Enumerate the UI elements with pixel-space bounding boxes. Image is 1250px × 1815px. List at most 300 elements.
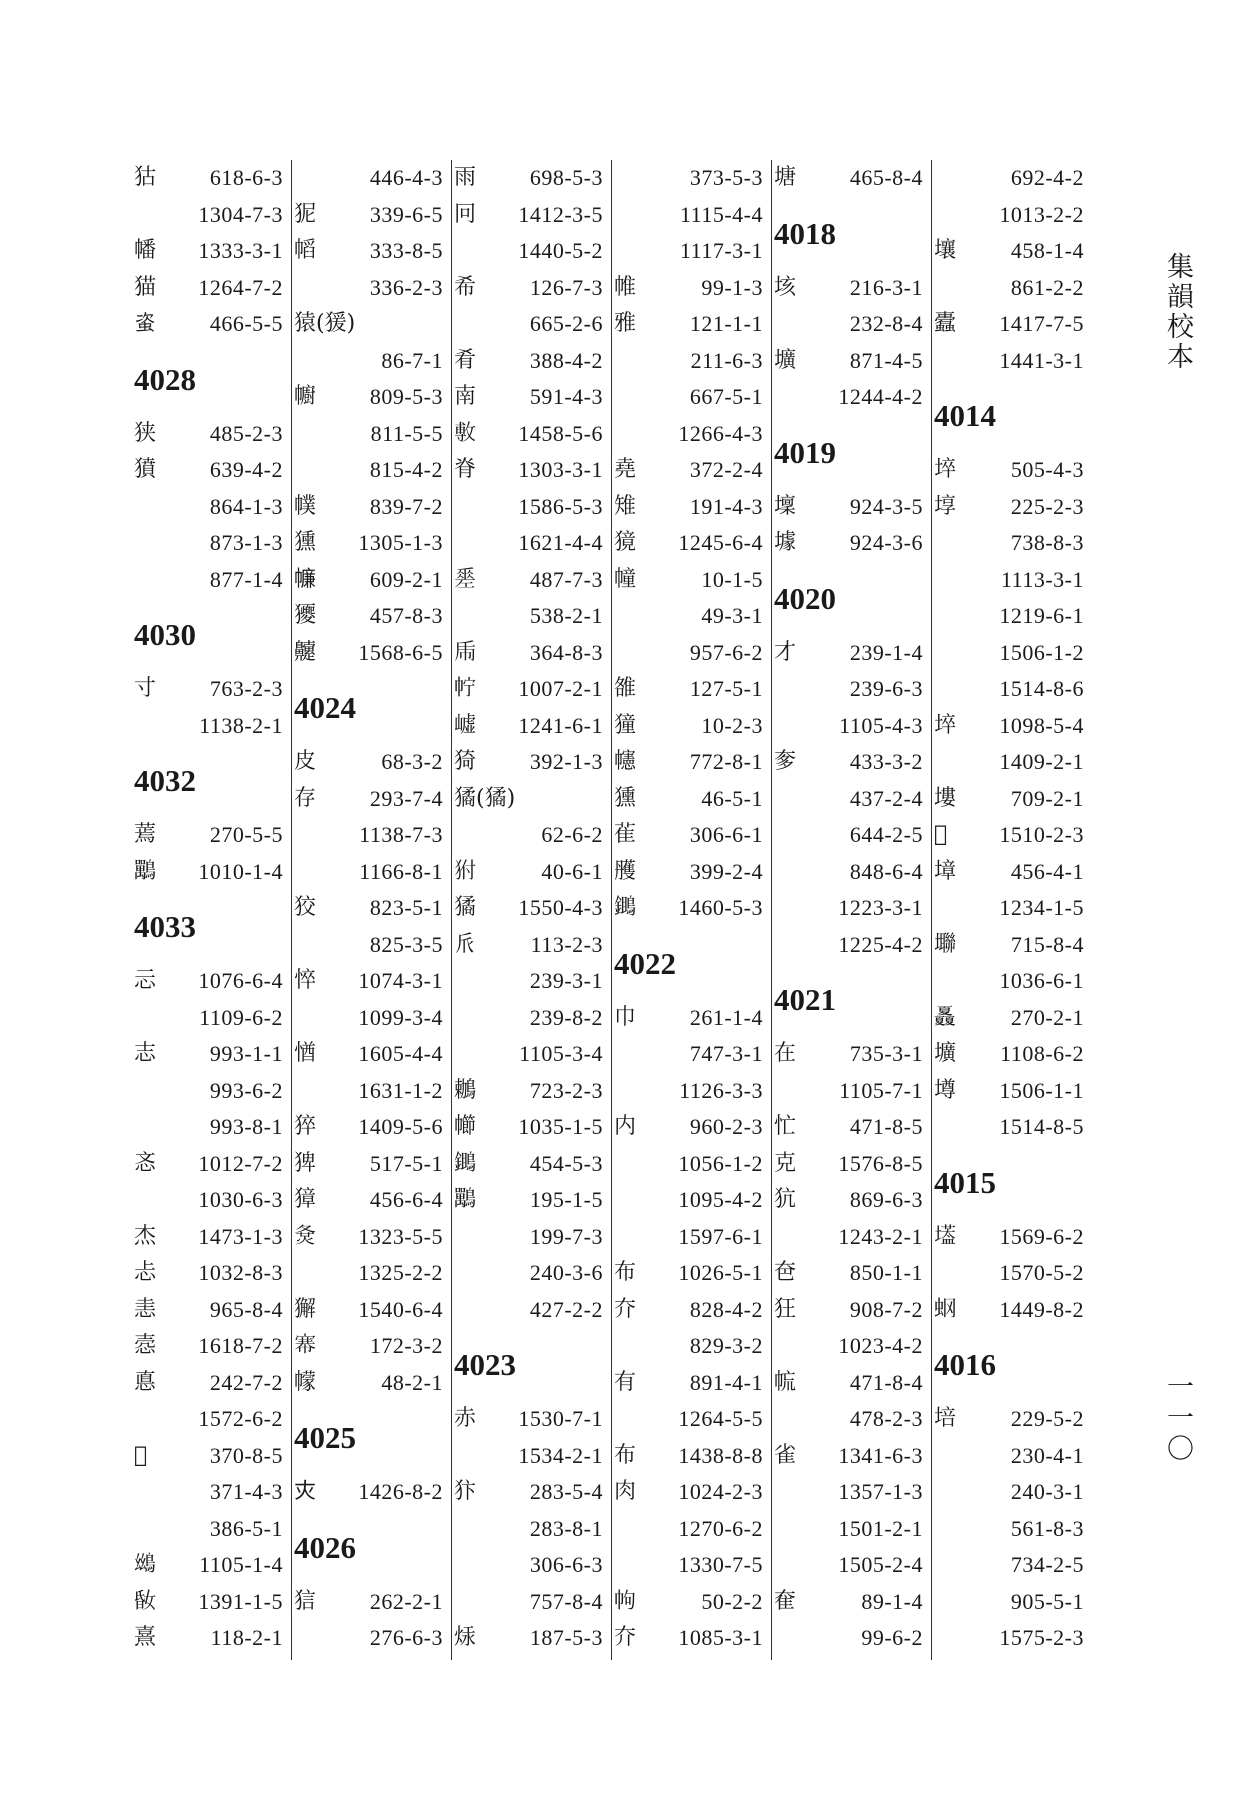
- index-entry: [292, 525, 443, 562]
- index-entry: [612, 854, 763, 891]
- entry-character: 肉: [614, 1479, 637, 1504]
- section-heading: 4033: [134, 909, 196, 944]
- entry-character: 㠊: [454, 712, 477, 738]
- index-entry: [772, 890, 923, 927]
- index-entry: [292, 1365, 443, 1402]
- entry-character: 壣: [934, 931, 957, 957]
- entry-reference: 458-1-4: [1010, 238, 1084, 263]
- index-entry: [132, 1073, 283, 1110]
- section-heading: 4015: [934, 1164, 996, 1200]
- index-entry: [612, 452, 763, 489]
- entry-reference: 89-1-4: [861, 1588, 923, 1614]
- section-heading: 4024: [294, 690, 356, 725]
- entry-reference: 370-8-5: [209, 1442, 283, 1468]
- entry-reference: 960-2-3: [689, 1114, 763, 1139]
- entry-character: 才: [774, 639, 797, 665]
- index-entry: [452, 525, 603, 562]
- index-entry: [772, 744, 923, 781]
- entry-reference: 1333-3-1: [198, 238, 283, 263]
- index-entry: [612, 817, 763, 854]
- entry-reference: 364-8-3: [529, 639, 603, 665]
- entry-reference: 591-4-3: [529, 384, 603, 409]
- entry-character: 獖: [134, 457, 157, 482]
- entry-reference: 239-6-3: [849, 676, 923, 701]
- entry-reference: 1105-4-3: [839, 712, 923, 738]
- entry-reference: 839-7-2: [369, 493, 443, 519]
- index-column: [932, 160, 1092, 1660]
- entry-character: 獯: [294, 530, 317, 555]
- entry-reference: 386-5-1: [209, 1515, 283, 1541]
- entry-character: 壙: [934, 1041, 957, 1066]
- entry-character: 忐: [134, 1260, 157, 1285]
- index-entry: [772, 635, 923, 672]
- index-entry: [452, 671, 603, 708]
- index-entry: [772, 1620, 923, 1657]
- index-entry: [292, 379, 443, 416]
- index-entry: [452, 379, 603, 416]
- entry-reference: 1409-5-6: [358, 1114, 443, 1139]
- entry-character: 𪀨: [134, 1552, 157, 1577]
- index-entry: [292, 1073, 443, 1110]
- index-columns: [132, 160, 1092, 1660]
- entry-character: 克: [774, 1150, 797, 1176]
- index-entry: [292, 1474, 443, 1511]
- page-number: 一一〇: [1162, 1372, 1193, 1465]
- entry-reference: 1026-5-1: [678, 1260, 763, 1285]
- index-entry: [612, 379, 763, 416]
- entry-reference: 1105-7-1: [839, 1077, 923, 1103]
- index-entry: [452, 343, 603, 380]
- index-entry: [292, 1292, 443, 1329]
- entry-character: 培: [934, 1406, 957, 1431]
- entry-reference: 1440-5-2: [518, 238, 603, 263]
- index-entry: [452, 1255, 603, 1292]
- index-entry: [772, 1292, 923, 1329]
- entry-reference: 485-2-3: [209, 420, 283, 446]
- entry-character: 犺: [774, 1187, 797, 1212]
- entry-character: 𢂁: [614, 1588, 637, 1614]
- entry-character: 存: [294, 785, 317, 811]
- entry-reference: 1115-4-4: [679, 201, 763, 227]
- entry-character: 垓: [774, 274, 797, 300]
- entry-reference: 1618-7-2: [198, 1333, 283, 1358]
- index-entry: [772, 1328, 923, 1365]
- entry-character: 壙: [774, 347, 797, 373]
- entry-reference: 242-7-2: [209, 1369, 283, 1395]
- entry-reference: 478-2-3: [849, 1406, 923, 1431]
- index-entry: [772, 781, 923, 818]
- entry-reference: 698-5-3: [529, 165, 603, 190]
- entry-reference: 373-5-3: [689, 165, 763, 190]
- entry-reference: 1012-7-2: [198, 1150, 283, 1176]
- entry-reference: 1264-7-2: [198, 274, 283, 300]
- section-heading: 4020: [774, 580, 836, 616]
- entry-reference: 848-6-4: [849, 858, 923, 884]
- entry-reference: 1245-6-4: [678, 530, 763, 555]
- entry-character: 奓: [774, 749, 797, 774]
- entry-reference: 1117-3-1: [679, 238, 763, 263]
- entry-reference: 240-3-1: [1010, 1479, 1084, 1504]
- entry-character: 埣: [934, 712, 957, 738]
- index-entry: [612, 1328, 763, 1365]
- entry-reference: 1426-8-2: [358, 1479, 443, 1504]
- entry-character: 㶹: [454, 1625, 477, 1650]
- entry-reference: 99-6-2: [861, 1625, 923, 1650]
- index-entry: [612, 1036, 763, 1073]
- index-entry: [452, 963, 603, 1000]
- entry-reference: 446-4-3: [369, 165, 443, 190]
- entry-character: 𪆷: [454, 1150, 477, 1176]
- entry-reference: 229-5-2: [1010, 1406, 1084, 1431]
- entry-reference: 471-8-4: [849, 1369, 923, 1395]
- entry-reference: 62-6-2: [541, 822, 603, 847]
- index-entry: [292, 452, 443, 489]
- entry-character: 𡓂: [934, 822, 948, 847]
- entry-reference: 270-2-1: [1010, 1004, 1084, 1030]
- entry-reference: 433-3-2: [849, 749, 923, 774]
- index-entry: [132, 452, 283, 489]
- index-entry: [772, 1255, 923, 1292]
- entry-reference: 99-1-3: [701, 274, 763, 300]
- entry-reference: 639-4-2: [209, 457, 283, 482]
- entry-reference: 908-7-2: [849, 1296, 923, 1322]
- entry-reference: 427-2-2: [529, 1296, 603, 1322]
- index-entry: [772, 379, 923, 416]
- entry-reference: 1505-2-4: [838, 1552, 923, 1577]
- index-column: [292, 160, 452, 1660]
- entry-character: 壤: [934, 238, 957, 263]
- index-entry: [132, 1438, 283, 1475]
- index-entry: [292, 489, 443, 526]
- entry-character: 肴: [454, 347, 477, 373]
- entry-character: 幮: [294, 384, 317, 409]
- index-entry: [772, 270, 923, 307]
- entry-character: 埻: [934, 493, 957, 519]
- entry-reference: 211-6-3: [690, 347, 763, 373]
- entry-reference: 505-4-3: [1010, 457, 1084, 482]
- index-entry: [932, 1620, 1084, 1657]
- entry-character: 狜: [134, 165, 157, 190]
- index-entry: [452, 817, 603, 854]
- entry-character: 有: [614, 1369, 637, 1395]
- index-entry: [132, 1620, 283, 1657]
- entry-character: 𧈿: [934, 1296, 957, 1322]
- index-entry: [612, 270, 763, 307]
- entry-reference: 538-2-1: [529, 603, 603, 628]
- entry-reference: 850-1-1: [849, 1260, 923, 1285]
- entry-reference: 86-7-1: [381, 347, 443, 373]
- entry-character: 忞: [134, 1150, 157, 1176]
- index-entry: [452, 927, 603, 964]
- entry-character: 夿: [774, 1260, 797, 1285]
- index-entry: [932, 197, 1084, 234]
- index-entry: [772, 1438, 923, 1475]
- entry-reference: 815-4-2: [369, 457, 443, 482]
- index-entry: [612, 708, 763, 745]
- entry-reference: 1449-8-2: [999, 1296, 1084, 1322]
- section-heading: 4016: [934, 1347, 996, 1382]
- entry-reference: 1264-5-5: [678, 1406, 763, 1431]
- index-entry: [932, 598, 1084, 635]
- entry-reference: 811-5-5: [370, 420, 443, 446]
- entry-reference: 993-6-2: [209, 1077, 283, 1103]
- index-entry: [612, 416, 763, 453]
- entry-reference: 1105-3-4: [519, 1041, 603, 1066]
- index-entry: [612, 1474, 763, 1511]
- entry-character: 狔: [294, 201, 317, 227]
- entry-reference: 1109-6-2: [199, 1004, 283, 1030]
- entry-reference: 1409-2-1: [999, 749, 1084, 774]
- entry-reference: 1586-5-3: [518, 493, 603, 519]
- entry-character: 雒: [614, 676, 637, 701]
- index-entry: [932, 1474, 1084, 1511]
- entry-reference: 49-3-1: [701, 603, 763, 628]
- entry-reference: 1126-3-3: [679, 1077, 763, 1103]
- entry-reference: 1138-2-1: [199, 712, 283, 738]
- entry-reference: 392-1-3: [529, 749, 603, 774]
- entry-reference: 692-4-2: [1010, 165, 1084, 190]
- entry-reference: 1074-3-1: [358, 968, 443, 993]
- entry-reference: 239-1-4: [849, 639, 923, 665]
- index-entry: [292, 306, 443, 343]
- index-entry: [612, 160, 763, 197]
- entry-character: 在: [774, 1041, 797, 1066]
- index-entry: [932, 1109, 1084, 1146]
- entry-reference: 924-3-6: [849, 530, 923, 555]
- index-entry: [132, 1036, 283, 1073]
- index-entry: [612, 1620, 763, 1657]
- index-entry: [772, 1219, 923, 1256]
- index-entry: [452, 1073, 603, 1110]
- index-entry: [612, 781, 763, 818]
- index-entry: [292, 160, 443, 197]
- entry-character: 𢀩: [454, 566, 477, 592]
- entry-character: 獞: [614, 712, 637, 738]
- index-entry: [292, 343, 443, 380]
- index-entry: [292, 1255, 443, 1292]
- entry-character: 㥢: [294, 1041, 317, 1066]
- entry-reference: 1514-8-5: [999, 1114, 1084, 1139]
- index-entry: [612, 1584, 763, 1621]
- index-entry: [132, 270, 283, 307]
- index-entry: [612, 1438, 763, 1475]
- entry-character: 𡗜: [294, 1479, 317, 1504]
- index-entry: [132, 1219, 283, 1256]
- entry-character: 幰: [614, 749, 637, 774]
- index-entry: [612, 1511, 763, 1548]
- entry-character: 狺: [294, 1588, 317, 1614]
- entry-reference: 1550-4-3: [518, 895, 603, 920]
- index-entry: [932, 1219, 1084, 1256]
- index-entry: [292, 1146, 443, 1183]
- entry-character: 䶑: [294, 639, 317, 665]
- index-entry: [132, 1255, 283, 1292]
- index-entry: [612, 1000, 763, 1037]
- index-entry: [452, 416, 603, 453]
- entry-reference: 709-2-1: [1010, 785, 1084, 811]
- index-entry: [612, 671, 763, 708]
- index-entry: [292, 781, 443, 818]
- entry-character: 狭: [134, 420, 157, 446]
- entry-character: 獍: [614, 530, 637, 555]
- index-column: [132, 160, 292, 1660]
- index-entry: [772, 1511, 923, 1548]
- index-column: [452, 160, 612, 1660]
- entry-reference: 1631-1-2: [358, 1077, 443, 1103]
- entry-reference: 225-2-3: [1010, 493, 1084, 519]
- entry-reference: 1323-5-5: [358, 1223, 443, 1249]
- entry-character: 猝: [294, 1114, 317, 1139]
- index-entry: [452, 1292, 603, 1329]
- entry-character: 𪆷: [614, 895, 637, 920]
- index-entry: [452, 306, 603, 343]
- entry-character: 雅: [614, 311, 637, 336]
- index-entry: [132, 1292, 283, 1329]
- entry-reference: 1098-5-4: [999, 712, 1084, 738]
- index-entry: [452, 890, 603, 927]
- entry-reference: 1076-6-4: [198, 968, 283, 993]
- entry-reference: 763-2-3: [209, 676, 283, 701]
- entry-character: 𪊎: [134, 1442, 148, 1468]
- index-entry: [292, 817, 443, 854]
- index-entry: [772, 1365, 923, 1402]
- entry-reference: 772-8-1: [689, 749, 763, 774]
- entry-reference: 270-5-5: [209, 822, 283, 847]
- entry-character: 獝(獝): [454, 785, 516, 811]
- index-entry: [932, 1547, 1084, 1584]
- section-heading: 4021: [774, 982, 836, 1017]
- index-entry: [292, 744, 443, 781]
- entry-reference: 993-1-1: [209, 1041, 283, 1066]
- index-entry: [772, 1474, 923, 1511]
- index-entry: [132, 1000, 283, 1037]
- entry-reference: 957-6-2: [689, 639, 763, 665]
- entry-reference: 1572-6-2: [198, 1406, 283, 1431]
- entry-reference: 873-1-3: [209, 530, 283, 555]
- index-entry: [132, 817, 283, 854]
- index-entry: [452, 452, 603, 489]
- entry-reference: 1243-2-1: [838, 1223, 923, 1249]
- index-entry: [772, 1036, 923, 1073]
- entry-reference: 1036-6-1: [999, 968, 1084, 993]
- entry-reference: 10-1-5: [701, 566, 763, 592]
- entry-reference: 388-4-2: [529, 347, 603, 373]
- index-entry: [292, 963, 443, 1000]
- entry-reference: 965-8-4: [209, 1296, 283, 1322]
- section-heading: 4018: [774, 215, 836, 251]
- index-entry: [132, 1182, 283, 1219]
- entry-character: 恚: [134, 1296, 157, 1322]
- entry-reference: 1023-4-2: [838, 1333, 923, 1358]
- index-entry: [772, 671, 923, 708]
- entry-reference: 191-4-3: [689, 493, 763, 519]
- entry-reference: 1570-5-2: [999, 1260, 1084, 1285]
- index-entry: [932, 1511, 1084, 1548]
- entry-reference: 1621-4-4: [518, 530, 603, 555]
- index-entry: [452, 744, 603, 781]
- entry-reference: 1510-2-3: [999, 822, 1084, 847]
- index-entry: [932, 635, 1084, 672]
- entry-character: 杰: [134, 1223, 157, 1249]
- entry-reference: 1024-2-3: [678, 1479, 763, 1504]
- index-entry: [612, 233, 763, 270]
- index-entry: [132, 233, 283, 270]
- entry-reference: 113-2-3: [530, 931, 603, 957]
- index-entry: [612, 525, 763, 562]
- entry-reference: 457-8-3: [369, 603, 443, 628]
- entry-reference: 993-8-1: [209, 1114, 283, 1139]
- index-entry: [292, 890, 443, 927]
- entry-character: 𢁺: [454, 639, 477, 665]
- entry-reference: 1225-4-2: [838, 931, 923, 957]
- entry-reference: 891-4-1: [689, 1369, 763, 1395]
- index-entry: [452, 270, 603, 307]
- entry-reference: 1325-2-2: [358, 1260, 443, 1285]
- entry-reference: 618-6-3: [209, 165, 283, 190]
- index-entry: [932, 890, 1084, 927]
- index-entry: [612, 1292, 763, 1329]
- index-entry: [292, 1328, 443, 1365]
- entry-reference: 262-2-1: [369, 1588, 443, 1614]
- index-entry: [772, 1547, 923, 1584]
- entry-reference: 437-2-4: [849, 785, 923, 811]
- entry-character: 冋: [454, 201, 477, 227]
- entry-reference: 1568-6-5: [358, 639, 443, 665]
- index-entry: [932, 1292, 1084, 1329]
- entry-character: 𪈀: [134, 858, 157, 884]
- entry-reference: 1304-7-3: [198, 201, 283, 227]
- entry-reference: 1244-4-2: [838, 384, 923, 409]
- entry-character: 悳: [134, 1369, 157, 1395]
- entry-character: 脊: [454, 457, 477, 482]
- index-entry: [772, 1401, 923, 1438]
- entry-reference: 1219-6-1: [999, 603, 1084, 628]
- index-entry: [612, 635, 763, 672]
- index-entry: [132, 489, 283, 526]
- entry-reference: 1391-1-5: [198, 1588, 283, 1614]
- entry-character: 幢: [614, 566, 637, 592]
- entry-reference: 1113-3-1: [1000, 566, 1084, 592]
- entry-character: 雀: [774, 1442, 797, 1468]
- index-entry: [932, 525, 1084, 562]
- entry-reference: 735-3-1: [849, 1041, 923, 1066]
- index-entry: [772, 1109, 923, 1146]
- index-entry: [132, 562, 283, 599]
- index-entry: [772, 708, 923, 745]
- entry-character: 蠹: [934, 311, 957, 336]
- entry-character: 布: [614, 1260, 637, 1285]
- index-entry: [932, 1438, 1084, 1475]
- index-entry: [452, 635, 603, 672]
- section-heading: 4028: [134, 361, 196, 397]
- entry-reference: 809-5-3: [369, 384, 443, 409]
- entry-reference: 1007-2-1: [518, 676, 603, 701]
- entry-reference: 1056-1-2: [678, 1150, 763, 1176]
- entry-reference: 50-2-2: [701, 1588, 763, 1614]
- entry-character: 幞: [294, 493, 317, 519]
- entry-character: 𠂢: [454, 931, 477, 957]
- entry-reference: 333-8-5: [369, 238, 443, 263]
- index-entry: [772, 489, 923, 526]
- entry-character: 忙: [774, 1114, 797, 1139]
- entry-character: 𪈀: [454, 1187, 477, 1212]
- entry-character: 𢾭: [454, 420, 477, 446]
- entry-reference: 644-2-5: [849, 822, 923, 847]
- entry-character: 寸: [134, 676, 157, 701]
- section-heading: 4030: [134, 617, 196, 652]
- index-entry: [292, 635, 443, 672]
- entry-reference: 1303-3-1: [518, 457, 603, 482]
